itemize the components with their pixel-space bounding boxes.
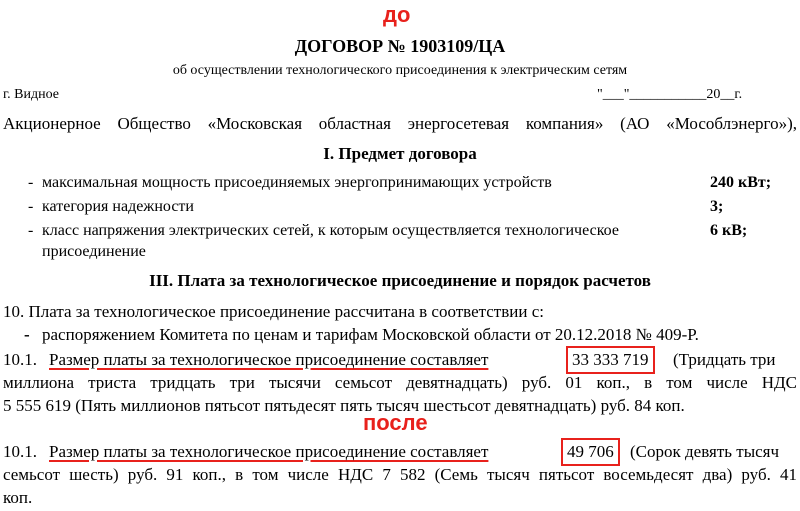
after-amount-box: 49 706 xyxy=(561,438,620,466)
after-label: после xyxy=(363,410,428,435)
after-clause-number: 10.1. xyxy=(3,442,37,461)
section-1-heading: I. Предмет договора xyxy=(323,144,477,163)
paragraph-10-item: распоряжением Комитета по ценам и тарифам Московской области от 20.12.2018 № 409-Р. xyxy=(42,325,699,344)
before-label: до xyxy=(383,2,411,27)
after-clause-line3: коп. xyxy=(3,488,33,507)
before-clause-line2: миллиона триста тридцать три тысячи семьсот девятнадцать) руб. 01 коп., в том числе НДС xyxy=(3,373,797,392)
after-clause-underlined: Размер платы за технологическое присоединение составляет xyxy=(49,442,489,461)
after-clause-rest: (Сорок девять тысяч xyxy=(630,442,780,461)
before-clause-line3: 5 555 619 (Пять миллионов пятьсот пятьдесят пять тысяч шестьсот девятнадцать) руб. 84 коп. xyxy=(3,396,685,415)
before-clause-rest: (Тридцать три xyxy=(673,350,776,369)
list-item-text: максимальная мощность присоединяемых энергопринимающих устройств xyxy=(42,174,552,191)
date-field: "___"___________20__г. xyxy=(597,87,743,102)
list-item-dash: - xyxy=(28,222,34,239)
list-item-value: 3; xyxy=(710,198,724,215)
document-subtitle: об осуществлении технологического присоединения к электрическим сетям xyxy=(172,63,628,78)
document-title: ДОГОВОР № 1903109/ЦА xyxy=(294,36,506,56)
before-clause-underlined: Размер платы за технологическое присоединение составляет xyxy=(49,350,489,369)
list-item-value: 240 кВт; xyxy=(710,174,772,191)
before-clause-number: 10.1. xyxy=(3,350,37,369)
list-item-text: класс напряжения электрических сетей, к которым осуществляется технологическое xyxy=(42,222,619,239)
city: г. Видное xyxy=(3,87,59,102)
list-item-value: 6 кВ; xyxy=(710,222,748,239)
intro-paragraph: Акционерное Общество «Московская областная энергосетевая компания» (АО «Мособлэнерго»), xyxy=(3,114,797,133)
list-item-text: категория надежности xyxy=(42,198,194,215)
list-item-text-cont: присоединение xyxy=(42,243,146,260)
after-clause-line2: семьсот шесть) руб. 91 коп., в том числе НДС 7 582 (Семь тысяч пятьсот восемьдесят два) руб. 41 xyxy=(3,465,797,484)
paragraph-10: 10. Плата за технологическое присоединение рассчитана в соответствии с: xyxy=(3,302,544,321)
section-3-heading: III. Плата за технологическое присоединение и порядок расчетов xyxy=(149,271,651,290)
list-item-dash: - xyxy=(28,198,34,215)
list-item-dash: - xyxy=(28,174,34,191)
list-item-dash: - xyxy=(24,325,30,344)
before-amount-box: 33 333 719 xyxy=(566,346,655,374)
